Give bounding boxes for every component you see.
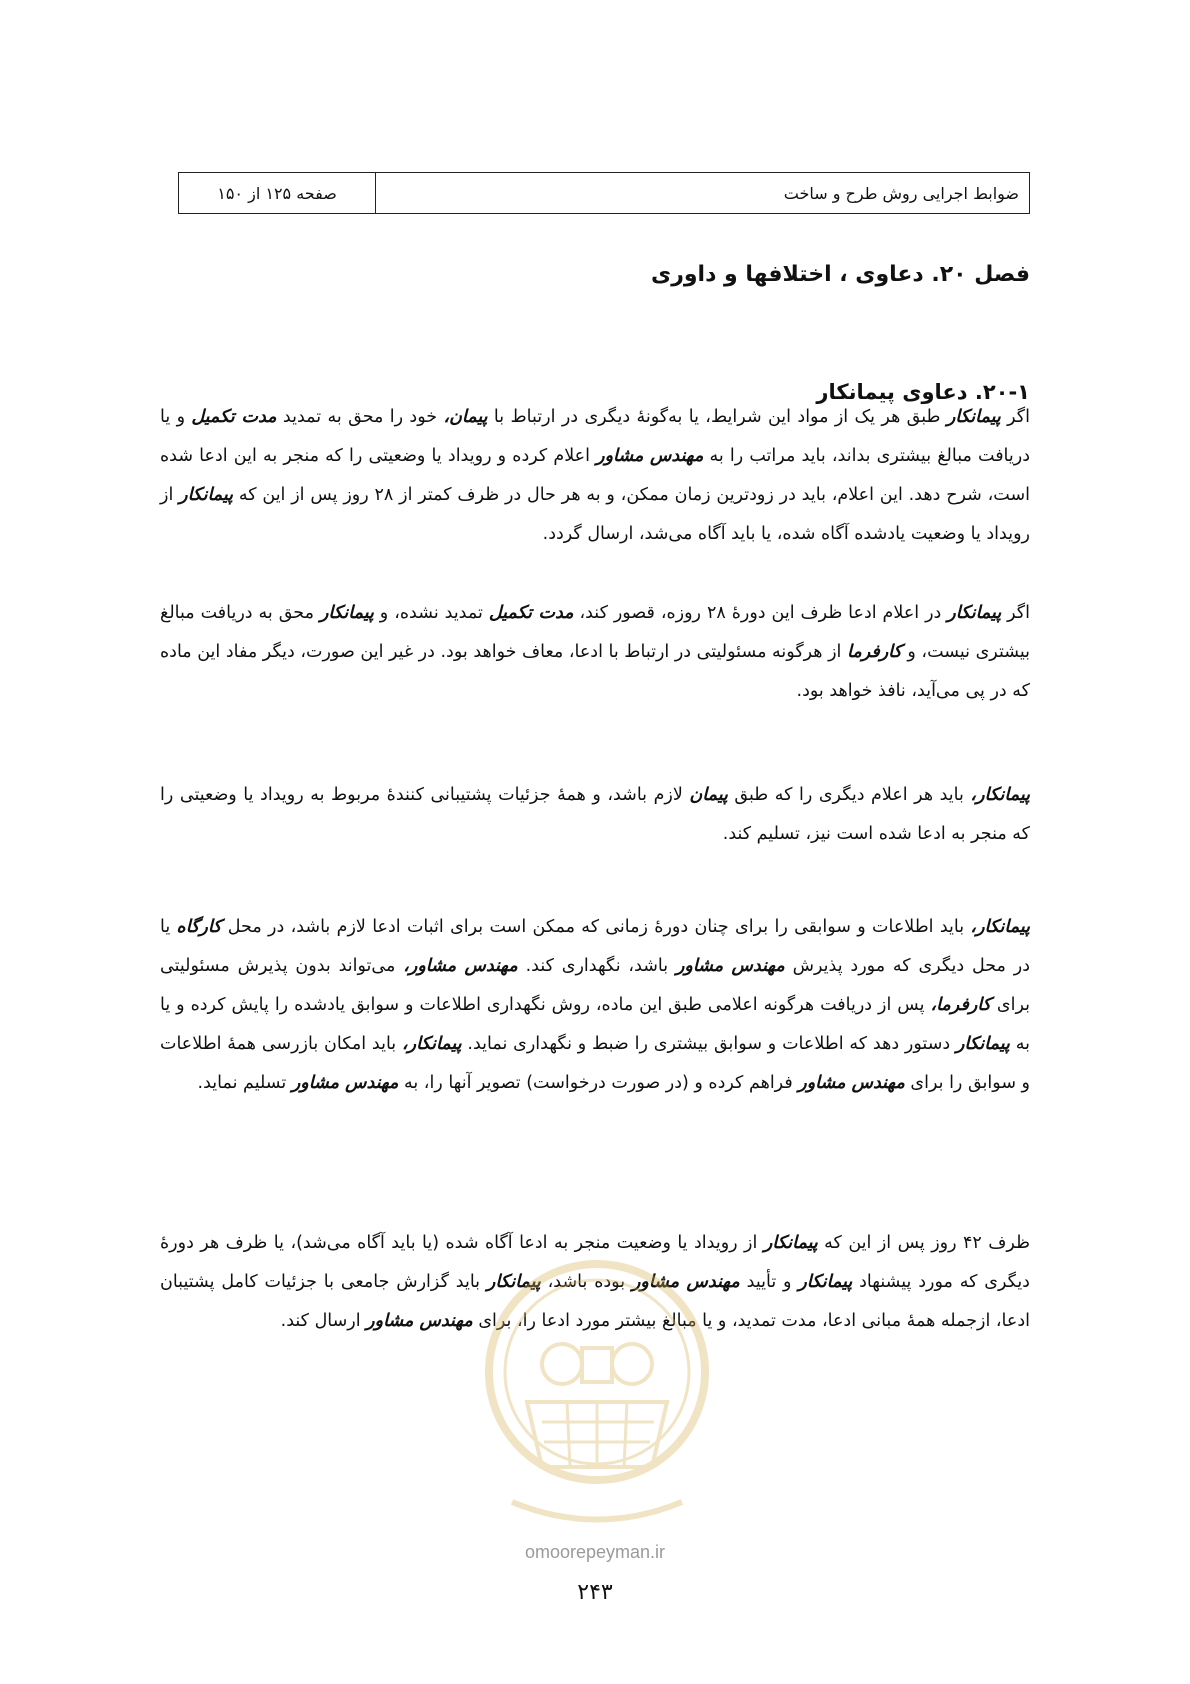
text-run: پس از دریافت هرگونه اعلامی طبق این ماده، روش نگهداری اطلاعات و سوابق یادشده را پایش کرده و یا به	[160, 995, 1030, 1054]
text-run: محق به دریافت مبالغ بیشتری نیست، و	[160, 603, 1030, 662]
emphasis-term: پیمانکار	[763, 1233, 818, 1253]
text-run: باید هر اعلام دیگری را که طبق	[727, 785, 971, 805]
emphasis-term: پیمانکار	[798, 1272, 853, 1292]
emphasis-term: پیمانکار	[319, 603, 374, 623]
text-run: ارسال کند.	[280, 1311, 367, 1331]
text-run: باید گزارش جامعی با جزئیات کامل پشتیبان ادعا، ازجمله همهٔ مبانی ادعا، مدت تمدید، و یا مبالغ بیشتر مورد ادعا را، برای	[160, 1272, 1030, 1331]
text-run: و یا دریافت مبالغ بیشتری بداند، باید مراتب را به	[160, 407, 1031, 466]
text-run: طبق هر یک از مواد این شرایط، یا به‌گونهٔ دیگری در ارتباط با	[487, 407, 947, 427]
paragraph-4-block	[160, 908, 1030, 1103]
paragraph-2	[160, 594, 1030, 711]
emphasis-term: مهندس مشاور	[291, 1073, 399, 1093]
emphasis-term: پیمان	[689, 785, 728, 805]
emphasis-term: پیمانکار،	[402, 1034, 462, 1054]
text-run: باید امکان بازرسی همهٔ اطلاعات و سوابق را برای	[160, 1034, 1030, 1093]
paragraph-1	[160, 398, 1030, 554]
emphasis-term: پیمانکار	[179, 485, 234, 505]
emphasis-term: پیمانکار	[486, 1272, 541, 1292]
emphasis-term: کارگاه	[176, 917, 222, 937]
paragraph-1-block	[160, 398, 1030, 554]
text-run: از رویداد یا وضعیت یادشده آگاه شده، یا باید آگاه می‌شد، ارسال گردد.	[160, 485, 1030, 544]
watermark-logo-icon	[472, 1252, 722, 1532]
watermark-url: omoorepeyman.ir	[524, 1542, 666, 1562]
text-run: اگر	[1000, 407, 1030, 427]
header-page-info: صفحه ۱۲۵ از ۱۵۰	[217, 183, 337, 203]
text-run: از رویداد یا وضعیت منجر به ادعا آگاه شده (یا باید آگاه می‌شد)، یا ظرف هر دورهٔ دیگری که مورد پیشنهاد	[160, 1233, 1030, 1292]
emphasis-term: پیمانکار	[946, 407, 1001, 427]
paragraph-3	[160, 776, 1030, 854]
text-run: یا در محل دیگری که مورد پذیرش	[160, 917, 1030, 976]
emphasis-term: مدت تکمیل	[488, 603, 574, 623]
emphasis-term: مهندس مشاور	[631, 1272, 740, 1292]
chapter-title: فصل ۲۰. دعاوی ، اختلافها و داوری	[651, 262, 1030, 287]
text-run: و تأیید	[739, 1272, 799, 1292]
section-title: ۲۰-۱. دعاوی پیمانکار	[816, 380, 1030, 404]
text-run: تسلیم نماید.	[197, 1073, 292, 1093]
emphasis-term: مهندس مشاور	[675, 956, 785, 976]
emphasis-term: مهندس مشاور	[596, 446, 704, 466]
text-run: از هرگونه مسئولیتی در ارتباط با ادعا، معاف خواهد بود. در غیر این صورت، دیگر مفاد این ماده که در پی می‌آید، نافذ خواهد بود.	[160, 642, 1030, 701]
text-run: خود را محق به تمدید	[276, 407, 444, 427]
emphasis-term: پیمانکار	[955, 1034, 1010, 1054]
text-run: می‌تواند بدون پذیرش مسئولیتی برای	[160, 956, 1030, 1015]
text-run: لازم باشد، و همهٔ جزئیات پشتیبانی کنندهٔ مربوط به رویداد یا وضعیتی را که منجر به ادعا شده است نیز، تسلیم کند.	[160, 785, 1030, 844]
emphasis-term: مدت تکمیل	[191, 407, 277, 427]
text-run: ظرف ۴۲ روز پس از این که	[817, 1233, 1030, 1253]
emphasis-term: پیمانکار،	[970, 785, 1030, 805]
text-run: باید اطلاعات و سوابقی را برای چنان دورهٔ زمانی که ممکن است برای اثبات ادعا لازم باشد، در محل	[221, 917, 971, 937]
text-run: باشد، نگهداری کند.	[517, 956, 676, 976]
paragraph-2-block	[160, 594, 1030, 711]
emphasis-term: کارفرما	[846, 642, 902, 662]
text-run: بوده باشد،	[540, 1272, 632, 1292]
text-run: دستور دهد که اطلاعات و سوابق بیشتری را ضبط و نگهداری نماید.	[461, 1034, 956, 1054]
text-run: فراهم کرده و (در صورت درخواست) تصویر آنها را، به	[398, 1073, 799, 1093]
emphasis-term: کارفرما،	[930, 995, 991, 1015]
header-table	[178, 172, 1030, 214]
page-number: ۲۴۳	[577, 1580, 613, 1605]
emphasis-term: پیمانکار،	[970, 917, 1030, 937]
paragraph-3-block	[160, 776, 1030, 854]
text-run: در اعلام ادعا ظرف این دورهٔ ۲۸ روزه، قصور کند،	[573, 603, 948, 623]
emphasis-term: پیمانکار	[947, 603, 1002, 623]
emphasis-term: مهندس مشاور	[798, 1073, 905, 1093]
emphasis-term: پیمان،	[443, 407, 488, 427]
header-title: ضوابط اجرایی روش طرح و ساخت	[375, 173, 1029, 213]
text-run: اگر	[1001, 603, 1030, 623]
emphasis-term: مهندس مشاور	[366, 1311, 473, 1331]
paragraph-4	[160, 908, 1030, 1103]
text-run: تمدید نشده، و	[373, 603, 489, 623]
text-run: اعلام کرده و رویداد یا وضعیتی را که منجر به این ادعا شده است، شرح دهد. این اعلام، باید در زودترین زمان ممکن، و به هر حال در ظرف کمتر از ۲۸ روز پس از این که	[160, 446, 1030, 505]
emphasis-term: مهندس مشاور،	[403, 956, 518, 976]
